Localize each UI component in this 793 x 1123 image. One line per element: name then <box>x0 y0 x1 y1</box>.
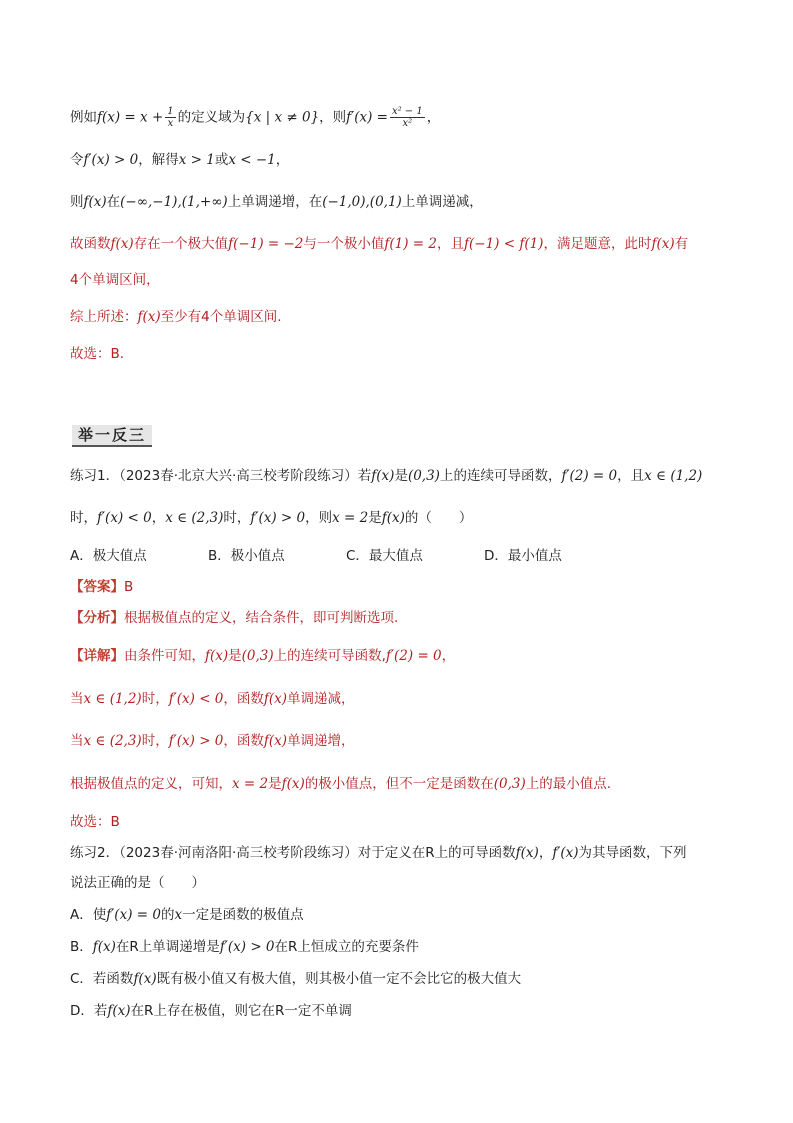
ex1-options <box>70 546 733 566</box>
math-expr: (0,3) <box>241 648 274 664</box>
math-expr: f′(x) > 0 <box>83 152 139 168</box>
math-expr: f′(x) = <box>346 109 388 126</box>
math-expr: f(x) <box>515 845 539 861</box>
math-expr: f(x) = x + <box>97 109 164 126</box>
text: 是 <box>368 510 382 526</box>
ex1-detail-line-4 <box>70 774 733 794</box>
text: 有 <box>674 236 689 252</box>
text: ，则 <box>305 510 333 526</box>
text: C．若函数 <box>70 971 134 987</box>
text: 单调递减， <box>287 691 355 707</box>
text: 为其导函数，下列 <box>578 845 687 861</box>
ex2-option-a <box>70 905 733 925</box>
math-expr: f(−1) = −2 <box>228 236 304 252</box>
text: ，解得 <box>138 152 179 168</box>
ex1-detail-line-2 <box>70 689 733 709</box>
solution-line-4 <box>70 234 733 254</box>
ex1-question-line-1 <box>70 466 733 486</box>
text: 存在一个极大值 <box>133 236 229 252</box>
text: ，且 <box>617 468 645 484</box>
text: 上的最小值点. <box>525 776 612 792</box>
text: ， <box>275 152 290 168</box>
math-expr: f(x) <box>83 194 107 210</box>
math-expr: f′(x) > 0 <box>168 733 224 749</box>
text: 时， <box>223 510 251 526</box>
text: 单调递增， <box>287 733 355 749</box>
text: 在R上存在极值，则它在R一定不单调 <box>130 1003 352 1019</box>
numerator: x² − 1 <box>391 106 423 117</box>
text: ， <box>441 648 456 664</box>
text: 是 <box>268 776 282 792</box>
option-a: A．极大值点 <box>70 548 147 564</box>
ex1-answer <box>70 577 733 597</box>
text: 是 <box>228 648 242 664</box>
text: B． <box>70 939 93 955</box>
text: 则 <box>70 194 84 210</box>
text: 是 <box>394 468 408 484</box>
math-expr: f′(2) = 0 <box>385 648 442 664</box>
math-expr: (−1,0),(0,1) <box>322 194 402 210</box>
denominator: x² <box>402 118 413 129</box>
math-expr: f(x) <box>133 971 157 987</box>
solution-line-1 <box>70 106 733 129</box>
math-expr: f′(x) < 0 <box>168 691 224 707</box>
math-expr: x < −1 <box>228 152 276 168</box>
math-expr: x = 2 <box>232 776 269 792</box>
text: A．使 <box>70 907 107 923</box>
math-expr: (0,3) <box>407 468 440 484</box>
text: ， <box>151 510 166 526</box>
text: ，满足题意，此时 <box>543 236 652 252</box>
math-expr: x ∈ (2,3) <box>165 510 224 526</box>
option-b: B．极小值点 <box>208 548 285 564</box>
option-c: C．最大值点 <box>346 548 423 564</box>
text: 的（ ） <box>404 510 473 526</box>
answer-value: B <box>124 579 134 595</box>
math-expr: f(x) <box>281 776 305 792</box>
denominator: x <box>167 118 174 129</box>
text: 在 <box>106 194 121 210</box>
text: ，函数 <box>223 733 264 749</box>
text: 时， <box>70 510 97 526</box>
text: 上的连续可导函数, <box>273 648 386 664</box>
text: 上的连续可导函数， <box>439 468 562 484</box>
text: 当 <box>70 691 84 707</box>
ex2-question-line-1 <box>70 843 733 863</box>
text: 在R上恒成立的充要条件 <box>274 939 419 955</box>
text: 上单调递增，在 <box>227 194 323 210</box>
text: 至少有4个单调区间. <box>160 309 282 325</box>
analysis-tag: 【分析】 <box>70 610 124 626</box>
math-expr: f′(x) > 0 <box>219 939 275 955</box>
math-expr: x ∈ (2,3) <box>83 733 142 749</box>
text: ，且 <box>437 236 464 252</box>
math-expr: f(x) <box>263 691 288 707</box>
text: 当 <box>70 733 84 749</box>
ex1-analysis <box>70 608 733 628</box>
text: 时， <box>141 691 169 707</box>
text: 既有极小值又有极大值，则其极小值一定不会比它的极大值大 <box>156 971 522 987</box>
text: 练习1．（2023春·北京大兴·高三校考阶段练习）若 <box>70 468 372 484</box>
math-expr: f(x) <box>205 648 229 664</box>
math-expr: f′(x) <box>552 845 579 861</box>
answer-tag: 【答案】 <box>70 579 124 595</box>
numerator: 1 <box>167 106 174 117</box>
math-expr: x > 1 <box>178 152 215 168</box>
text: ， <box>426 109 441 126</box>
text: 的定义域为 <box>177 109 246 126</box>
math-expr: f′(x) > 0 <box>250 510 306 526</box>
detail-tag: 【详解】 <box>70 648 124 664</box>
solution-line-2 <box>70 150 733 170</box>
solution-line-6 <box>70 307 733 327</box>
text: 例如 <box>70 109 97 126</box>
math-expr: f′(x) < 0 <box>97 510 152 526</box>
text: 根据极值点的定义，可知， <box>70 776 232 792</box>
solution-line-7: 故选：B. <box>70 346 125 362</box>
option-d: D．最小值点 <box>484 548 562 564</box>
ex2-question-line-2: 说法正确的是（ ） <box>70 875 205 891</box>
math-expr: (−∞,−1),(1,+∞) <box>120 194 228 210</box>
math-expr: f(x) <box>137 309 161 325</box>
math-expr: x ∈ (1,2) <box>83 691 142 707</box>
text: ， <box>538 845 553 861</box>
math-expr: f′(x) = 0 <box>106 907 161 923</box>
text: 综上所述： <box>70 309 138 325</box>
math-expr: f(−1) < f(1) <box>464 236 544 252</box>
text: 的 <box>160 907 175 923</box>
text: 的极小值点，但不一定是函数在 <box>304 776 494 792</box>
math-expr: f(x) <box>110 236 134 252</box>
math-expr: f(x) <box>381 510 405 526</box>
text: 与一个极小值 <box>303 236 385 252</box>
fraction <box>390 106 425 129</box>
math-expr: (0,3) <box>493 776 526 792</box>
ex1-detail-line-1 <box>70 646 733 666</box>
ex1-final: 故选：B <box>70 814 120 830</box>
text: 在R上单调递增是 <box>115 939 220 955</box>
math-expr: f(1) = 2 <box>384 236 437 252</box>
math-expr: x = 2 <box>332 510 369 526</box>
ex1-detail-line-3 <box>70 731 733 751</box>
ex2-option-b <box>70 937 733 957</box>
math-expr: f(x) <box>92 939 116 955</box>
text: ，则 <box>319 109 347 126</box>
text: 故函数 <box>70 236 111 252</box>
text: D．若 <box>70 1003 108 1019</box>
math-expr: f(x) <box>263 733 288 749</box>
analysis-text: 根据极值点的定义，结合条件，即可判断选项. <box>124 610 399 626</box>
solution-line-3 <box>70 192 733 212</box>
math-expr: f′(2) = 0 <box>561 468 618 484</box>
text: ，函数 <box>223 691 264 707</box>
math-expr: f(x) <box>371 468 395 484</box>
math-expr: f(x) <box>651 236 675 252</box>
solution-line-5: 4个单调区间， <box>70 272 160 288</box>
math-expr: f(x) <box>107 1003 131 1019</box>
math-expr: x ∈ (1,2) <box>644 468 703 484</box>
fraction <box>165 106 175 129</box>
ex2-option-d <box>70 1001 733 1021</box>
text: 一定是函数的极值点 <box>182 907 304 923</box>
ex2-option-c <box>70 969 733 989</box>
text: 练习2．（2023春·河南洛阳·高三校考阶段练习）对于定义在R上的可导函数 <box>70 845 516 861</box>
text: 时， <box>141 733 169 749</box>
text: 由条件可知， <box>124 648 205 664</box>
text: 令 <box>70 152 84 168</box>
math-expr: x <box>174 907 183 923</box>
ex1-question-line-2 <box>70 508 733 528</box>
text: 上单调递减， <box>401 194 483 210</box>
text: 或 <box>214 152 229 168</box>
math-expr: {x | x ≠ 0} <box>245 109 320 126</box>
section-badge: 举一反三 <box>72 425 152 447</box>
